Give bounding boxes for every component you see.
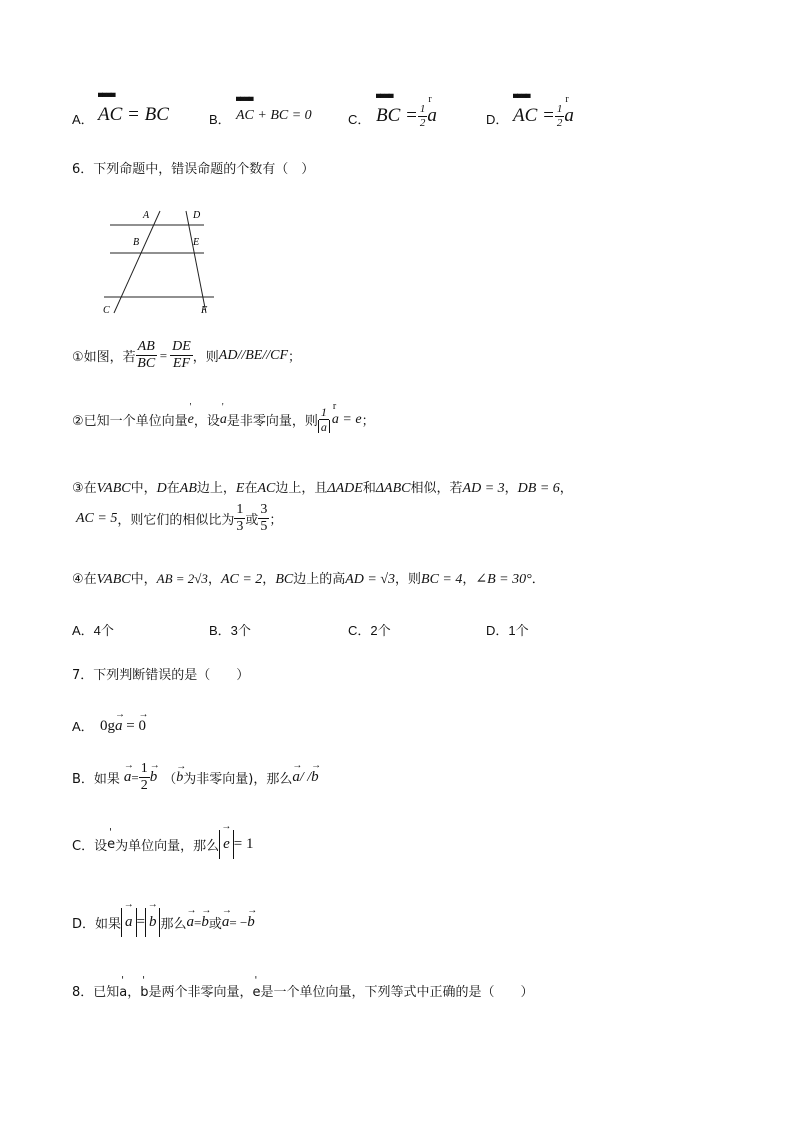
label-C: C xyxy=(103,305,110,316)
frac-de-ef: $\frac{DE}{EF}$ xyxy=(172,339,191,371)
label-F: F xyxy=(201,305,208,316)
q5-option-a-expr: ▀▀ ▀▀ AC = BC xyxy=(98,104,169,126)
q5-option-d-expr: ▀▀ ▀▀ AC = $\frac{1}{2}$ r a xyxy=(513,104,574,129)
q7-option-a-expr: 0g→ a = → 0 xyxy=(100,718,146,735)
frac-ab-bc: $\frac{AB}{BC}$ xyxy=(137,339,156,371)
q5-c-fraction: $\frac{1}{2}$ xyxy=(419,103,426,129)
frac-1-over-abs-a: $\frac{1}{a}$ xyxy=(318,406,330,433)
q6-option-a: A．4个 xyxy=(72,623,114,638)
q6-statement-2: ②已知一个单位向量 ' e ，设 ' a 是非零向量，则 $\frac{1}{a}$ r a = e ； xyxy=(72,406,375,433)
q7-option-c: C．设 ' e 为单位向量，那么 → e = 1 xyxy=(72,830,253,859)
q5-option-b-label: B． xyxy=(209,112,231,127)
q7-option-b: B．如果 → a = $\frac{1}{2}$ → b （ → b 为非零向量)，那么 → a / / → b xyxy=(72,762,319,793)
abs-b: → b xyxy=(145,908,161,937)
frac-3-5: $\frac{3}{5}$ xyxy=(260,502,268,534)
q6-statement-3-line-2: AC = 5 ，则它们的相似比为 $\frac{1}{3}$ 或 $\frac{3}{5}$ ； xyxy=(76,502,283,534)
q6-option-d: D．1个 xyxy=(486,623,529,638)
q5-option-a xyxy=(72,109,94,128)
q7-title: 7．下列判断错误的是（ ） xyxy=(72,668,250,683)
label-A: A xyxy=(143,210,150,221)
q6-statement-1: ①如图，若 $\frac{AB}{BC}$ = $\frac{DE}{EF}$ ，则 AD//BE//CF ； xyxy=(72,339,302,371)
label-E: E xyxy=(193,237,200,248)
q6-option-c: C．2个 xyxy=(348,623,391,638)
q5-d-fraction: $\frac{1}{2}$ xyxy=(556,103,563,129)
label-B: B xyxy=(133,237,140,248)
q7-option-d: D．如果 → a = → b 那么 → a = → b 或 → a = − → b xyxy=(72,908,255,937)
q5-option-b-expr: ▀▀ ▀▀ AC + BC = 0 xyxy=(236,108,312,124)
q5-option-c-expr: ▀▀ ▀▀ BC = $\frac{1}{2}$ r a xyxy=(376,104,437,129)
q6-statement-4: ④在VABC中，AB = 2√3，AC = 2，BC边上的高AD = √3，则BC = 4，∠B = 30°． xyxy=(72,571,545,587)
q6-option-b: B．3个 xyxy=(209,623,251,638)
q5-option-c-label: C． xyxy=(348,112,371,127)
q6-title: 6．下列命题中，错误命题的个数有（ ） xyxy=(72,162,315,177)
q5-option-d-label: D． xyxy=(486,112,509,127)
q7-option-a: A． xyxy=(72,719,94,734)
q5-option-a-label: A． xyxy=(72,112,94,127)
q6-figure-parallel-lines xyxy=(100,205,220,317)
frac-1-3: $\frac{1}{3}$ xyxy=(236,502,244,534)
frac-1-2: $\frac{1}{2}$ xyxy=(140,761,148,793)
label-D: D xyxy=(193,210,201,221)
q6-statement-3-line-1: ③在VABC中，D在AB边上，E在AC边上，且ΔADE和ΔABC相似，若AD = 3，DB = 6， xyxy=(72,481,573,496)
abs-e: → e xyxy=(219,830,234,859)
q8-stem: 8．已知' a，' b是两个非零向量，' e是一个单位向量，下列等式中正确的是（ ） xyxy=(72,981,534,1000)
abs-a: → a xyxy=(121,908,137,937)
